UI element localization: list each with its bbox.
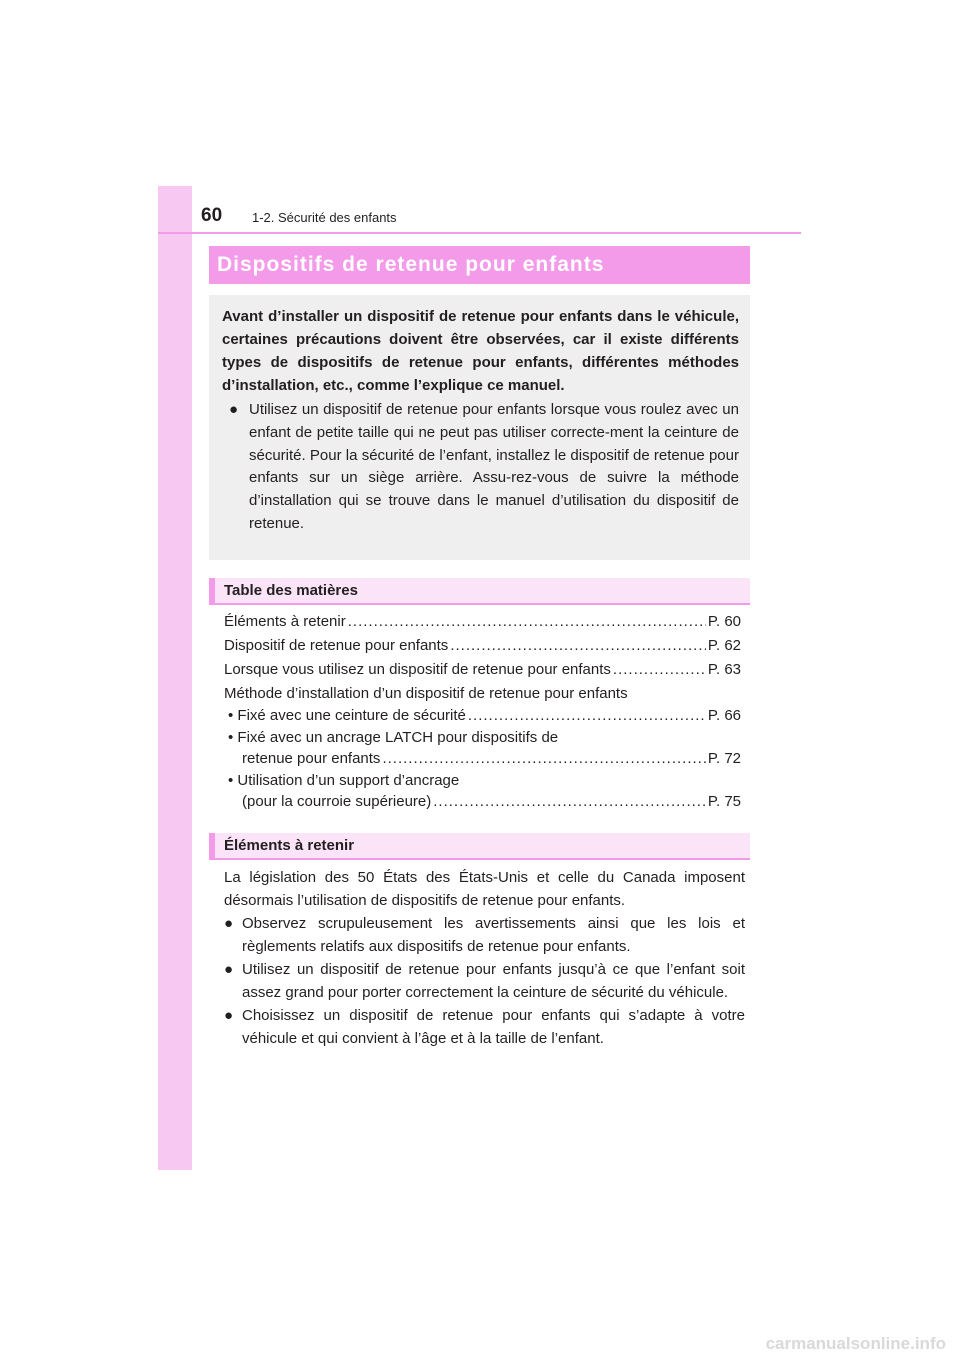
elements-bullet: ● Observez scrupuleusement les avertissements ainsi que les lois et règlements relatifs aux dispositifs de retenue pour enfants. [224, 915, 745, 955]
intro-bullet [222, 399, 739, 536]
page-number: 60 [201, 205, 223, 226]
intro-bullet-text: Utilisez un dispositif de retenue pour enfants lorsque vous roulez avec un enfant de petite taille qui ne peut pas utiliser correcte-ment la ceinture de sécurité. Pour la sécurité de l’enfant, installez le dispositif de retenue pour enfants sur un siège arrière. Assu-rez-vous de suivre la méthode d’installation qui se trouve dans le manuel d’utilisation du dispositif de retenue. [249, 401, 739, 532]
toc-sub-entry-line: • Utilisation d’un support d’ancrage [228, 772, 460, 789]
toc-group-heading: Méthode d’installation d’un dispositif de retenue pour enfants [224, 685, 628, 702]
toc-sub-entry[interactable]: • Fixé avec une ceinture de sécurité ..... P. 66 [224, 707, 741, 726]
elements-body [224, 867, 745, 1050]
side-tab-strip [158, 186, 192, 1170]
elements-bullet: ● Utilisez un dispositif de retenue pour enfants jusqu’à ce que l’enfant soit assez grand pour porter correctement la ceinture de sécurité du véhicule. [224, 961, 745, 1001]
toc-heading-label: Table des matières [224, 582, 358, 599]
bullet-icon: ● [224, 961, 234, 978]
elements-paragraph: La législation des 50 États des États-Unis et celle du Canada imposent désormais l’utilisation de dispositifs de retenue pour enfants. [224, 869, 745, 909]
toc-sub-entry-line: • Fixé avec un ancrage LATCH pour dispositifs de [228, 729, 559, 746]
bullet-icon: ● [229, 401, 239, 418]
section-title-bar [209, 246, 750, 284]
elements-heading [209, 833, 750, 860]
intro-lead: Avant d’installer un dispositif de retenue pour enfants dans le véhicule, certaines précautions doivent être observées, car il existe différents types de dispositifs de retenue pour enfants, différentes méthodes d’installation, etc., comme l’explique ce manuel. [222, 308, 739, 394]
elements-heading-label: Éléments à retenir [224, 837, 355, 854]
header-rule [158, 232, 801, 234]
toc-sub-entry[interactable]: retenue pour enfants ..... P. 72 [224, 750, 741, 769]
bullet-icon: ● [224, 915, 234, 932]
toc-entry[interactable]: Dispositif de retenue pour enfants ..... P. 62 [224, 637, 741, 656]
intro-box [209, 295, 750, 560]
heading-marker [209, 833, 215, 858]
chapter-title: 1-2. Sécurité des enfants [252, 210, 397, 225]
page-title: Dispositifs de retenue pour enfants [217, 253, 605, 276]
bullet-icon: ● [224, 1007, 234, 1024]
toc-entry[interactable]: Éléments à retenir ..... P. 60 [224, 613, 741, 632]
table-of-contents [224, 613, 741, 812]
toc-entry[interactable]: Lorsque vous utilisez un dispositif de retenue pour enfants ..... P. 63 [224, 661, 741, 680]
heading-marker [209, 578, 215, 603]
elements-bullet: ● Choisissez un dispositif de retenue pour enfants qui s’adapte à votre véhicule et qui convient à l’âge et à la taille de l’enfant. [224, 1007, 745, 1047]
toc-sub-entry[interactable]: (pour la courroie supérieure) ..... P. 75 [224, 793, 741, 812]
watermark: carmanualsonline.info [765, 1334, 946, 1353]
toc-heading [209, 578, 750, 605]
